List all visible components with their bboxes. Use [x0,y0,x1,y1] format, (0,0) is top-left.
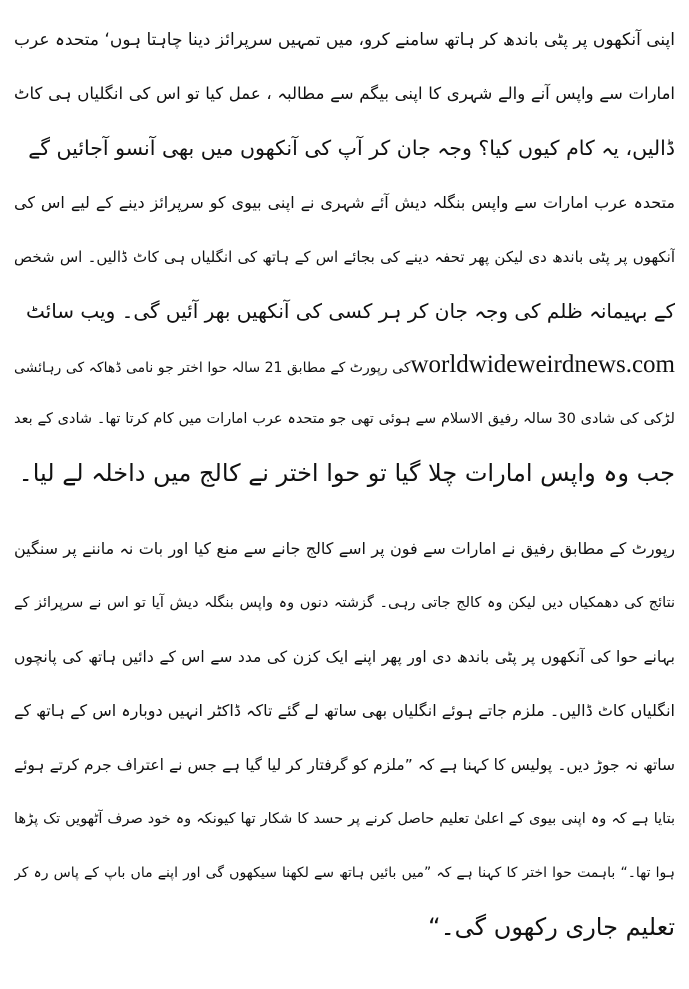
text-line: انگلیاں کاٹ ڈالیں۔ ملزم جاتے ہوئے انگلیاں بھی ساتھ لے گئے تاکہ ڈاکٹر انہیں دوبارہ اس کے ہاتھ کے [14,701,675,720]
text-line: ڈالیں، یہ کام کیوں کیا؟ وجہ جان کر آپ کی آنکھوں میں بھی آنسو آجائیں گے [28,136,675,160]
details-paragraph [14,522,675,954]
text-line: رپورٹ کے مطابق رفیق نے امارات سے فون پر اسے کالج جانے سے منع کیا اور بات نہ ماننے پر سنگین [14,539,675,558]
text-line: نتائج کی دھمکیاں دیں لیکن وہ کالج جاتی رہی۔ گزشتہ دنوں وہ واپس بنگلہ دیش آیا تو اس نے سرپرائز کے [14,595,675,611]
text-line: کے بہیمانہ ظلم کی وجہ جان کر ہر کسی کی آنکھیں بھر آئیں گی۔ ویب سائٹ [25,299,675,323]
text-line: آنکھوں پر پٹی باندھ دی لیکن پھر تحفہ دینے کی بجائے اس کے ہاتھ کی انگلیاں ہی کاٹ ڈالیں۔ اس شخص [14,248,675,266]
text-line: ساتھ نہ جوڑ دیں۔ پولیس کا کہنا ہے کہ ”ملزم کو گرفتار کر لیا گیا ہے جس نے اعتراف جرم کرتے ہوئے [14,756,675,774]
text-line: تعلیم جاری رکھوں گی۔“ [428,913,675,941]
text-line: لڑکی کی شادی 30 سالہ رفیق الاسلام سے ہوئی تھی جو متحدہ عرب امارات میں کام کرتا تھا۔ شادی کے بعد [14,411,675,427]
text-line: امارات سے واپس آنے والے شہری کا اپنی بیگم سے مطالبہ ، عمل کیا تو اس کی انگلیاں ہی کاٹ [14,84,675,103]
text-fragment: کی رپورٹ کے مطابق 21 سالہ حوا اختر جو نامی ڈھاکہ کی رہائشی [14,360,411,376]
article-body [14,0,675,954]
text-line: اپنی آنکھوں پر پٹی باندھ کر ہاتھ سامنے کرو، میں تمہیں سرپرائز دینا چاہتا ہوں‘ متحدہ عرب [14,30,675,50]
text-line [14,338,675,392]
text-line: بہانے حوا کی آنکھوں پر پٹی باندھ دی اور پھر اپنے ایک کزن کی مدد سے اس کے دائیں ہاتھ کی پانچوں [14,648,675,666]
intro-paragraph [14,176,675,338]
headline-paragraph [14,13,675,175]
source-website: worldwideweirdnews.com [410,351,675,378]
text-line: بتایا ہے کہ وہ اپنی بیوی کے اعلیٰ تعلیم حاصل کرنے پر حسد کا شکار تھا کیونکہ وہ خود صرف آٹھویں تک پڑھا [14,811,675,827]
text-line: ہوا تھا۔“ باہمت حوا اختر کا کہنا ہے کہ ”میں بائیں ہاتھ سے لکھنا سیکھوں گی اور اپنے ماں باپ کے پاس رہ کر [14,865,675,881]
text-line: متحدہ عرب امارات سے واپس بنگلہ دیش آئے شہری نے اپنی بیوی کو سرپرائز دینے کے لیے اس کی [14,193,675,212]
text-line: جب وہ واپس امارات چلا گیا تو حوا اختر نے کالج میں داخلہ لے لیا۔ [18,459,675,487]
report-paragraph [14,338,675,500]
